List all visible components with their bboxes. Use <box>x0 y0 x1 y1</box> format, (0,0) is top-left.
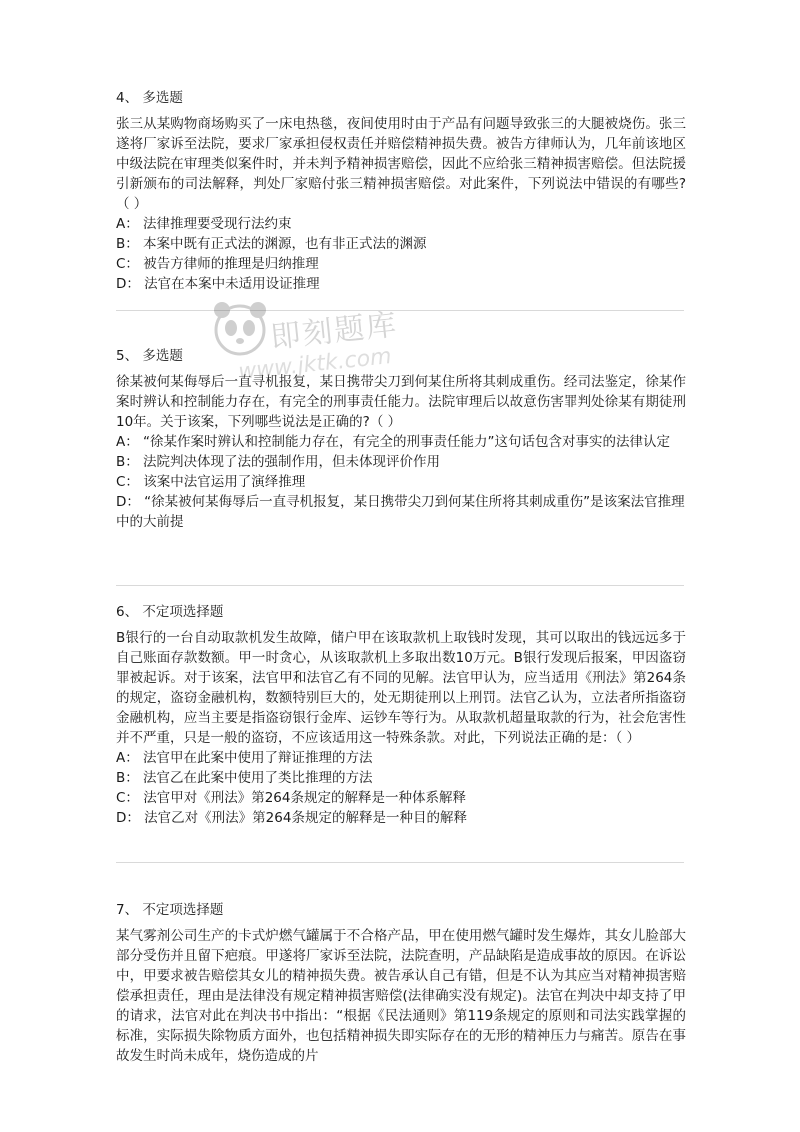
question-number: 6 <box>116 604 125 620</box>
question-stem: 张三从某购物商场购买了一床电热毯，夜间使用时由于产品有问题导致张三的大腿被烧伤。张三遂将厂家诉至法院，要求厂家承担侵权责任并赔偿精神损失费。被告方律师认为，几年前该地区中级法院在审理类似案件时，并未判予精神损害赔偿，因此不应给张三精神损害赔偿。但法院援引新颁布的司法解释，判处厂家赔付张三精神损害赔偿。对此案件，下列说法中错误的有哪些?（ ） <box>116 116 686 212</box>
option-c: C： 法官甲对《刑法》第264条规定的解释是一种体系解释 <box>116 790 466 806</box>
question-type: 不定项选择题 <box>142 604 224 620</box>
question-header: 5、 多选题 <box>116 348 183 364</box>
question-type: 多选题 <box>142 348 183 364</box>
option-a: A： 法律推理要受现行法约束 <box>116 216 292 232</box>
question-type: 不定项选择题 <box>142 902 224 918</box>
divider <box>116 310 684 311</box>
question-number: 4 <box>116 90 125 106</box>
divider <box>116 862 684 863</box>
divider <box>116 585 684 586</box>
option-d: D： 法官在本案中未适用设证推理 <box>116 276 320 292</box>
question-6 <box>116 602 686 828</box>
option-a: A： 法官甲在此案中使用了辩证推理的方法 <box>116 750 373 766</box>
question-stem: 某气雾剂公司生产的卡式炉燃气罐属于不合格产品，甲在使用燃气罐时发生爆炸，其女儿脸部大部分受伤并且留下疤痕。甲遂将厂家诉至法院，法院查明，产品缺陷是造成事故的原因。在诉讼中，甲要求被告赔偿其女儿的精神损失费。被告承认自己有错，但是不认为其应当对精神损害赔偿承担责任，理由是法律没有规定精神损害赔偿(法律确实没有规定)。法官在判决中却支持了甲的请求，法官对此在判决书中指出：“根据《民法通则》第119条规定的原则和司法实践掌握的标准，实际损失除物质方面外，也包括精神损失即实际存在的无形的精神压力与痛苦。原告在事故发生时尚未成年，烧伤造成的片 <box>116 928 686 1064</box>
question-header: 7、 不定项选择题 <box>116 902 224 918</box>
question-number: 7 <box>116 902 125 918</box>
option-c: C： 被告方律师的推理是归纳推理 <box>116 256 319 272</box>
option-d: D： 法官乙对《刑法》第264条规定的解释是一种目的解释 <box>116 810 467 826</box>
option-c: C： 该案中法官运用了演绎推理 <box>116 474 306 490</box>
watermark-brand: 即刻题库 <box>268 307 400 356</box>
question-5 <box>116 346 686 532</box>
question-stem: B银行的一台自动取款机发生故障，储户甲在该取款机上取钱时发现，其可以取出的钱远远多于自己账面存款数额。甲一时贪心，从该取款机上多取出数10万元。B银行发现后报案，甲因盗窃罪被起诉。对于该案，法官甲和法官乙有不同的见解。法官甲认为，应当适用《刑法》第264条的规定，盗窃金融机构，数额特别巨大的，处无期徒刑以上刑罚。法官乙认为，立法者所指盗窃金融机构，应当主要是指盗窃银行金库、运钞车等行为。从取款机超量取款的行为，社会危害性并不严重，只是一般的盗窃，不应该适用这一特殊条款。对此，下列说法正确的是：（ ） <box>116 630 686 746</box>
question-4 <box>116 88 686 294</box>
option-b: B： 法院判决体现了法的强制作用，但未体现评价作用 <box>116 454 441 470</box>
option-b: B： 法官乙在此案中使用了类比推理的方法 <box>116 770 373 786</box>
question-header: 6、 不定项选择题 <box>116 604 224 620</box>
question-type: 多选题 <box>142 90 183 106</box>
question-header: 4、 多选题 <box>116 90 183 106</box>
watermark-url: www.jktk.com <box>237 344 393 385</box>
question-stem: 徐某被何某侮辱后一直寻机报复，某日携带尖刀到何某住所将其刺成重伤。经司法鉴定，徐某作案时辨认和控制能力存在，有完全的刑事责任能力。法院审理后以故意伤害罪判处徐某有期徒刑10年。关于该案，下列哪些说法是正确的?（ ） <box>116 374 686 430</box>
option-b: B： 本案中既有正式法的渊源，也有非正式法的渊源 <box>116 236 427 252</box>
question-number: 5 <box>116 348 125 364</box>
question-7 <box>116 900 686 1066</box>
option-d: D： “徐某被何某侮辱后一直寻机报复，某日携带尖刀到何某住所将其刺成重伤”是该案法官推理中的大前提 <box>116 494 685 530</box>
option-a: A： “徐某作案时辨认和控制能力存在，有完全的刑事责任能力”这句话包含对事实的法律认定 <box>116 434 671 450</box>
